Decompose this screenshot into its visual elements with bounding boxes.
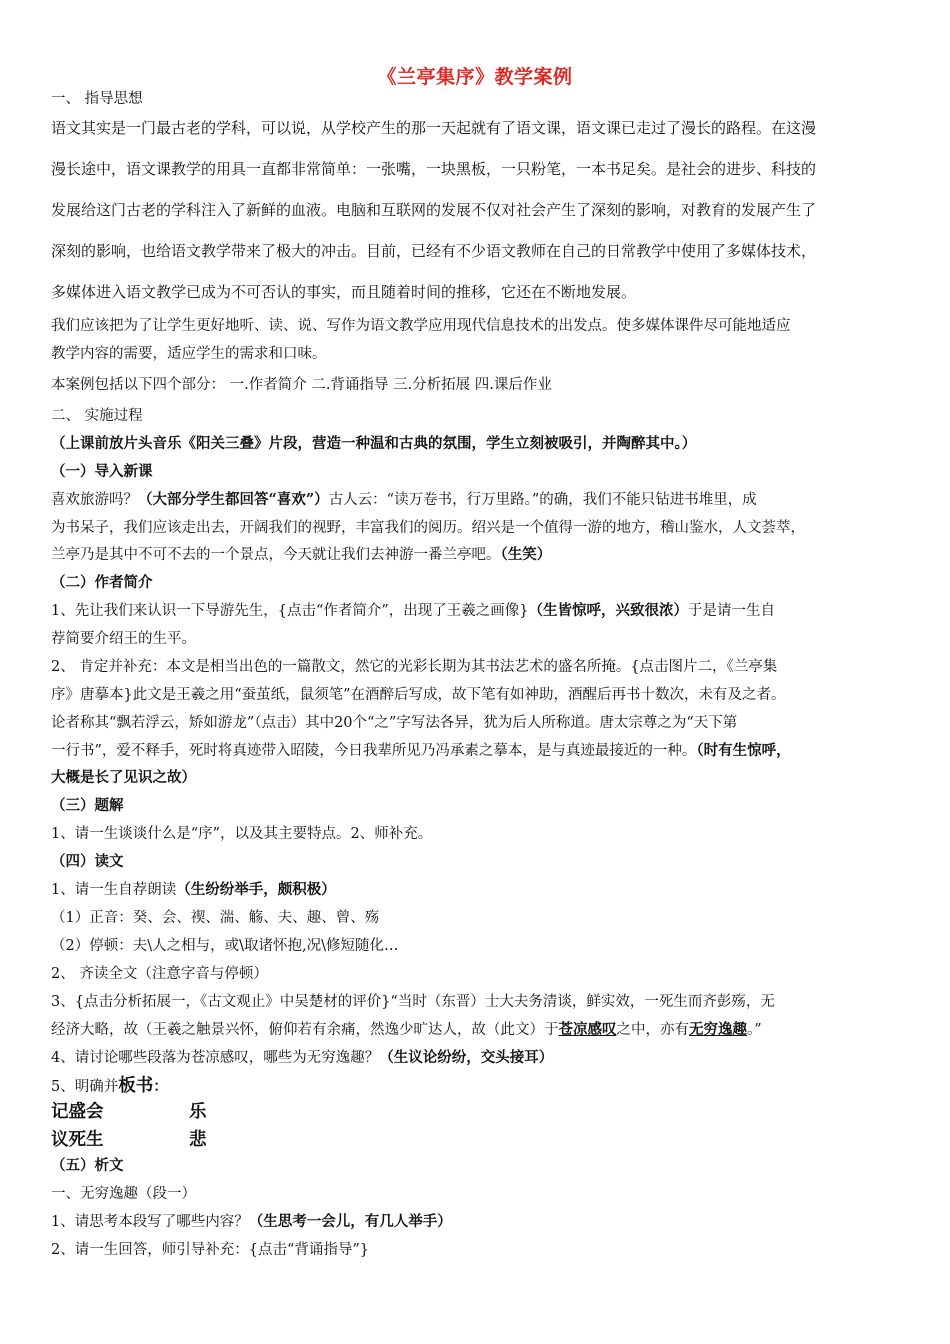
text-segment: 语文其实是一门最古老的学科，可以说，从学校产生的那一天起就有了语文课，语文课已走过了漫长的路程。在这漫 [51,119,817,137]
text-segment: 苍凉感叹 [558,1021,617,1038]
text-segment: 大概是长了见识之故） [51,769,196,786]
text-line [51,1018,762,1039]
text-segment: 喜欢旅游吗？ [51,492,138,508]
text-line [51,711,737,732]
text-segment: 漫长途中，语文课教学的用具一直都非常简单：一张嘴，一块黑板，一只粉笔，一本书足矣。是社会的进步、科技的 [51,160,817,178]
board-topic: 议死生 [51,1130,104,1150]
text-segment: 一、 指导思想 [51,91,143,107]
text-segment: （生皆惊呼，兴致很浓） [528,602,688,619]
text-segment: 一、无穷逸趣（段一） [51,1186,196,1202]
text-segment: 我们应该把为了让学生更好地听、读、说、写作为语文教学应用现代信息技术的出发点。使多媒体课件尽可能地适应 [51,318,791,334]
text-segment: 之中，亦有 [616,1022,689,1038]
text-line [51,281,636,302]
board-emotion: 乐 [189,1102,207,1122]
text-line [51,432,696,453]
text-segment: 1、请一生谈谈什么是“序”，以及其主要特点。2、师补充。 [51,826,433,842]
text-line [51,1210,452,1231]
text-segment: 2、 齐读全文（注意字音与停顿） [51,966,268,982]
text-line [51,342,327,363]
text-segment: 2、请一生回答，师引导补充：{点击“背诵指导”} [51,1242,369,1258]
text-segment: （生纷纷举手，颇积极） [176,881,336,898]
text-segment: 序》唐摹本}此文是王羲之用“蚕茧纸，鼠须笔”在酒醉后写成，故下笔有如神助，酒醒后再书十数次，未有及之者。 [51,687,786,703]
text-line [51,404,143,425]
text-segment: 1、先让我们来认识一下导游先生，{点击“作者简介”，出现了王羲之画像} [51,603,529,619]
text-segment: （生笑） [500,546,552,563]
text-line [51,543,551,564]
text-line [51,516,805,537]
text-line [51,878,336,899]
text-segment: 教学内容的需要，适应学生的需求和口味。 [51,346,327,362]
text-segment: 经济大略，故（王羲之触景兴怀，俯仰若有余痛，然逸少旷达人，故（此文）于 [51,1022,559,1038]
text-line [51,683,786,704]
text-segment: 1、请一生自荐朗读 [51,882,177,898]
text-line [51,766,196,787]
text-segment: 。” [747,1022,762,1038]
text-line [51,990,775,1011]
text-line [51,1154,124,1175]
text-line [51,117,816,138]
text-line [51,655,777,676]
text-segment: ： [153,1078,168,1095]
text-line [51,962,268,983]
text-line [51,599,775,620]
text-segment: 无穷逸趣 [689,1021,747,1038]
board-emotion: 悲 [189,1130,207,1150]
text-line [51,934,399,955]
text-segment: （大部分学生都回答“喜欢”） [138,491,329,508]
text-line [51,373,552,394]
text-segment: 板书 [118,1076,154,1096]
text-line [51,1072,168,1097]
text-segment: 二、 实施过程 [51,408,143,424]
text-segment: 1、请思考本段写了哪些内容？ [51,1214,249,1230]
text-segment: 发展给这门古老的学科注入了新鲜的血液。电脑和互联网的发展不仅对社会产生了深刻的影响，对教育的发展产生了 [51,201,817,219]
text-segment: （二）作者简介 [51,574,153,591]
board-topic: 记盛会 [51,1102,104,1122]
text-line [51,87,143,108]
text-line [51,199,816,220]
text-line [51,794,124,815]
text-segment: 为书呆子，我们应该走出去，开阔我们的视野，丰富我们的阅历。绍兴是一个值得一游的地方，稽山鉴水，人文荟萃， [51,520,805,536]
text-segment: （时有生惊呼， [696,742,791,759]
text-line [51,240,816,261]
text-segment: （生议论纷纷，交头接耳） [379,1049,554,1066]
text-segment: （一）导入新课 [51,463,153,480]
text-segment: 一行书”，爱不释手，死时将真迹带入昭陵，今日我辈所见乃冯承素之摹本，是与真迹最接近的一种。 [51,743,697,759]
text-segment: （1）正音：癸、会、禊、湍、觞、夫、趣、曾、殇 [51,910,380,926]
text-line [51,739,791,760]
text-segment: （2）停顿：夫\人之相与，或\取诸怀抱,况\修短随化… [51,938,399,954]
text-segment: （生思考一会儿，有几人举手） [248,1213,452,1230]
text-line [51,1046,553,1067]
text-segment: 4、请讨论哪些段落为苍凉感叹，哪些为无穷逸趣？ [51,1050,380,1066]
text-segment: 多媒体进入语文教学已成为不可否认的事实，而且随着时间的推移，它还在不断地发展。 [51,283,637,301]
text-segment: 2、 肯定并补充：本文是相当出色的一篇散文，然它的光彩长期为其书法艺术的盛名所掩。{点击图片二，《兰亭集 [51,659,778,675]
document-title: 《兰亭集序》教学案例 [377,66,573,88]
text-line [51,460,153,481]
board-row [51,1098,207,1123]
text-line [51,822,432,843]
text-segment: 于是请一生自 [688,603,775,619]
text-segment: 兰亭乃是其中不可不去的一个景点，今天就让我们去神游一番兰亭吧。 [51,547,501,563]
text-segment: 本案例包括以下四个部分： 一.作者简介 二.背诵指导 三.分析拓展 四.课后作业 [51,377,552,393]
text-segment: 古人云：“读万卷书，行万里路。”的确，我们不能只钻进书堆里，成 [328,492,757,508]
text-segment: （五）析文 [51,1157,124,1174]
text-line [51,488,757,509]
text-line [51,158,816,179]
text-line [51,850,124,871]
text-line [51,1238,369,1259]
text-line [51,1182,196,1203]
text-segment: （三）题解 [51,797,124,814]
text-segment: 3、{点击分析拓展一，《古文观止》中吴楚材的评价}“当时（东晋）士大夫务清谈，鲜实效，一死生而齐彭殇，无 [51,994,775,1010]
text-line [51,906,379,927]
text-segment: 5、明确并 [51,1079,119,1095]
text-segment: 荐简要介绍王的生平。 [51,631,196,647]
board-row [51,1126,207,1151]
text-segment: （四）读文 [51,853,124,870]
text-line [51,314,791,335]
text-segment: 论者称其“飘若浮云，矫如游龙”（点击）其中20个“之”字写法各异，犹为后人所称道。唐太宗尊之为“天下第 [51,715,738,731]
text-line [51,571,153,592]
text-line [51,627,196,648]
text-segment: 深刻的影响，也给语文教学带来了极大的冲击。目前，已经有不少语文教师在自己的日常教学中使用了多媒体技术， [51,242,817,260]
text-segment: （上课前放片头音乐《阳关三叠》片段，营造一种温和古典的氛围，学生立刻被吸引，并陶醉其中。） [51,435,697,452]
